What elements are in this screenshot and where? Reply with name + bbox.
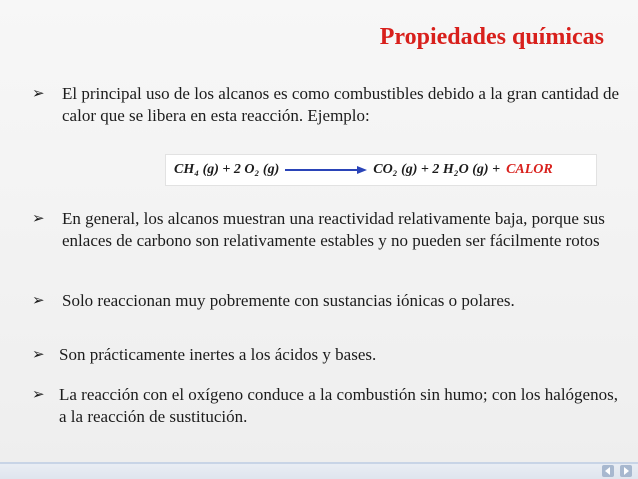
bullet-text: La reacción con el oxígeno conduce a la combustión sin humo; con los halógenos, a la reacción de sustitución. (59, 385, 618, 426)
arrow-bullet-icon: ➢ (32, 86, 45, 102)
arrow-bullet-icon: ➢ (32, 347, 45, 363)
combustion-equation (165, 154, 597, 186)
slide-title: Propiedades químicas (379, 24, 604, 50)
next-slide-icon[interactable] (620, 465, 632, 477)
bullet-text: El principal uso de los alcanos es como combustibles debido a la gran cantidad de calor que se libera en esta reacción. Ejemplo: (62, 84, 620, 125)
bullet-ionic (32, 290, 622, 312)
arrow-bullet-icon: ➢ (32, 293, 45, 309)
equation-products: CO₂ (g) + 2 H₂O (g) + (373, 162, 501, 177)
bullet-reactivity (32, 208, 622, 252)
arrow-bullet-icon: ➢ (32, 211, 45, 227)
equation-heat: CALOR (506, 162, 553, 177)
footer-band (0, 464, 638, 479)
arrow-bullet-icon: ➢ (32, 387, 45, 403)
bullet-inert (32, 344, 622, 366)
bullet-text: Solo reaccionan muy pobremente con sustancias iónicas o polares. (62, 291, 515, 310)
bullet-text: Son prácticamente inertes a los ácidos y bases. (59, 345, 377, 364)
equation-reactants: CH₄ (g) + 2 O₂ (g) (174, 162, 280, 177)
bullet-combustion (32, 384, 622, 428)
previous-slide-icon[interactable] (602, 465, 614, 477)
reaction-arrow-icon (285, 165, 367, 175)
bullet-fuel-use (32, 83, 622, 127)
bullet-text: En general, los alcanos muestran una reactividad relativamente baja, porque sus enlaces de carbono son relativamente estables y no pueden ser fácilmente rotos (62, 209, 605, 250)
slide-navigation (602, 465, 632, 477)
